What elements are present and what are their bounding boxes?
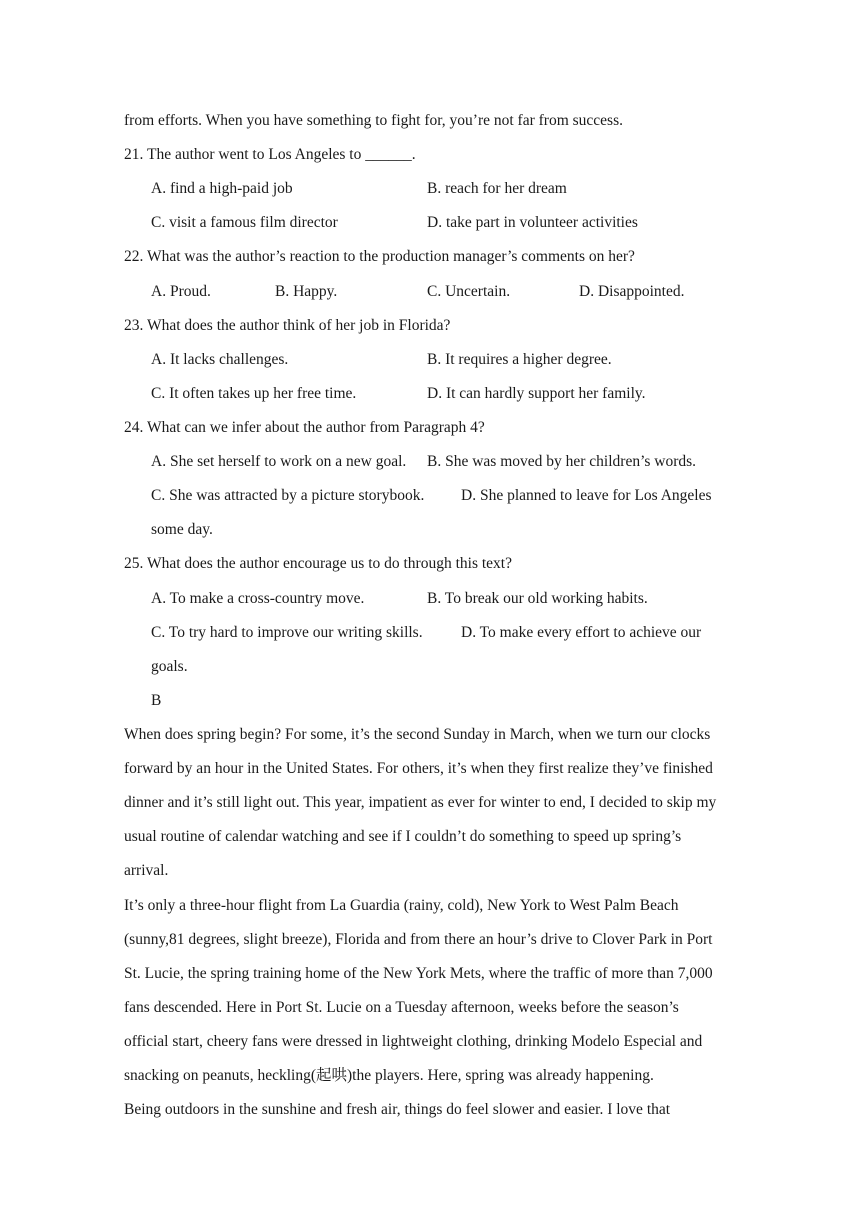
- q24-option-a: A. She set herself to work on a new goal.: [151, 453, 407, 470]
- q25-option-c: C. To try hard to improve our writing skills.: [151, 624, 423, 641]
- section-label: B: [151, 692, 162, 709]
- passage-line: snacking on peanuts, heckling(起哄)the players. Here, spring was already happening.: [124, 1067, 654, 1084]
- q24-option-b: B. She was moved by her children’s words.: [427, 453, 697, 470]
- question-25-stem: 25. What does the author encourage us to do through this text?: [124, 555, 512, 572]
- q22-option-a: A. Proud.: [151, 283, 211, 300]
- q23-option-a: A. It lacks challenges.: [151, 351, 289, 368]
- question-22-stem: 22. What was the author’s reaction to the production manager’s comments on her?: [124, 248, 635, 265]
- q22-option-d: D. Disappointed.: [579, 283, 685, 300]
- passage-line: arrival.: [124, 862, 169, 879]
- passage-line: (sunny,81 degrees, slight breeze), Florida and from there an hour’s drive to Clover Park in Port: [124, 931, 713, 948]
- passage-line: official start, cheery fans were dressed in lightweight clothing, drinking Modelo Especial and: [124, 1033, 703, 1050]
- q22-option-c: C. Uncertain.: [427, 283, 511, 300]
- q25-option-d: D. To make every effort to achieve our: [461, 624, 702, 641]
- passage-line: When does spring begin? For some, it’s the second Sunday in March, when we turn our clocks: [124, 726, 711, 743]
- q24-option-d: D. She planned to leave for Los Angeles: [461, 487, 712, 504]
- q25-option-d-wrap: goals.: [151, 658, 188, 675]
- q24-option-d-wrap: some day.: [151, 521, 213, 538]
- passage-line: fans descended. Here in Port St. Lucie on a Tuesday afternoon, weeks before the season’s: [124, 999, 679, 1016]
- question-21-stem: 21. The author went to Los Angeles to ______.: [124, 146, 416, 163]
- question-24-stem: 24. What can we infer about the author from Paragraph 4?: [124, 419, 485, 436]
- q22-option-b: B. Happy.: [275, 283, 338, 300]
- q25-option-a: A. To make a cross-country move.: [151, 590, 365, 607]
- passage-line: It’s only a three-hour flight from La Guardia (rainy, cold), New York to West Palm Beach: [124, 897, 679, 914]
- passage-line: forward by an hour in the United States. For others, it’s when they first realize they’ve finished: [124, 760, 713, 777]
- q21-option-c: C. visit a famous film director: [151, 214, 338, 231]
- intro-line: from efforts. When you have something to fight for, you’re not far from success.: [124, 112, 623, 129]
- q24-option-c: C. She was attracted by a picture storybook.: [151, 487, 425, 504]
- passage-line: usual routine of calendar watching and see if I couldn’t do something to speed up spring’s: [124, 828, 682, 845]
- q21-option-b: B. reach for her dream: [427, 180, 567, 197]
- passage-line: Being outdoors in the sunshine and fresh air, things do feel slower and easier. I love that: [124, 1101, 671, 1118]
- question-23-stem: 23. What does the author think of her job in Florida?: [124, 317, 451, 334]
- q25-option-b: B. To break our old working habits.: [427, 590, 648, 607]
- q23-option-b: B. It requires a higher degree.: [427, 351, 612, 368]
- q21-option-d: D. take part in volunteer activities: [427, 214, 638, 231]
- passage-line: dinner and it’s still light out. This year, impatient as ever for winter to end, I decided to skip my: [124, 794, 717, 811]
- passage-line: St. Lucie, the spring training home of the New York Mets, where the traffic of more than 7,000: [124, 965, 713, 982]
- q23-option-c: C. It often takes up her free time.: [151, 385, 357, 402]
- q23-option-d: D. It can hardly support her family.: [427, 385, 646, 402]
- q21-option-a: A. find a high-paid job: [151, 180, 293, 197]
